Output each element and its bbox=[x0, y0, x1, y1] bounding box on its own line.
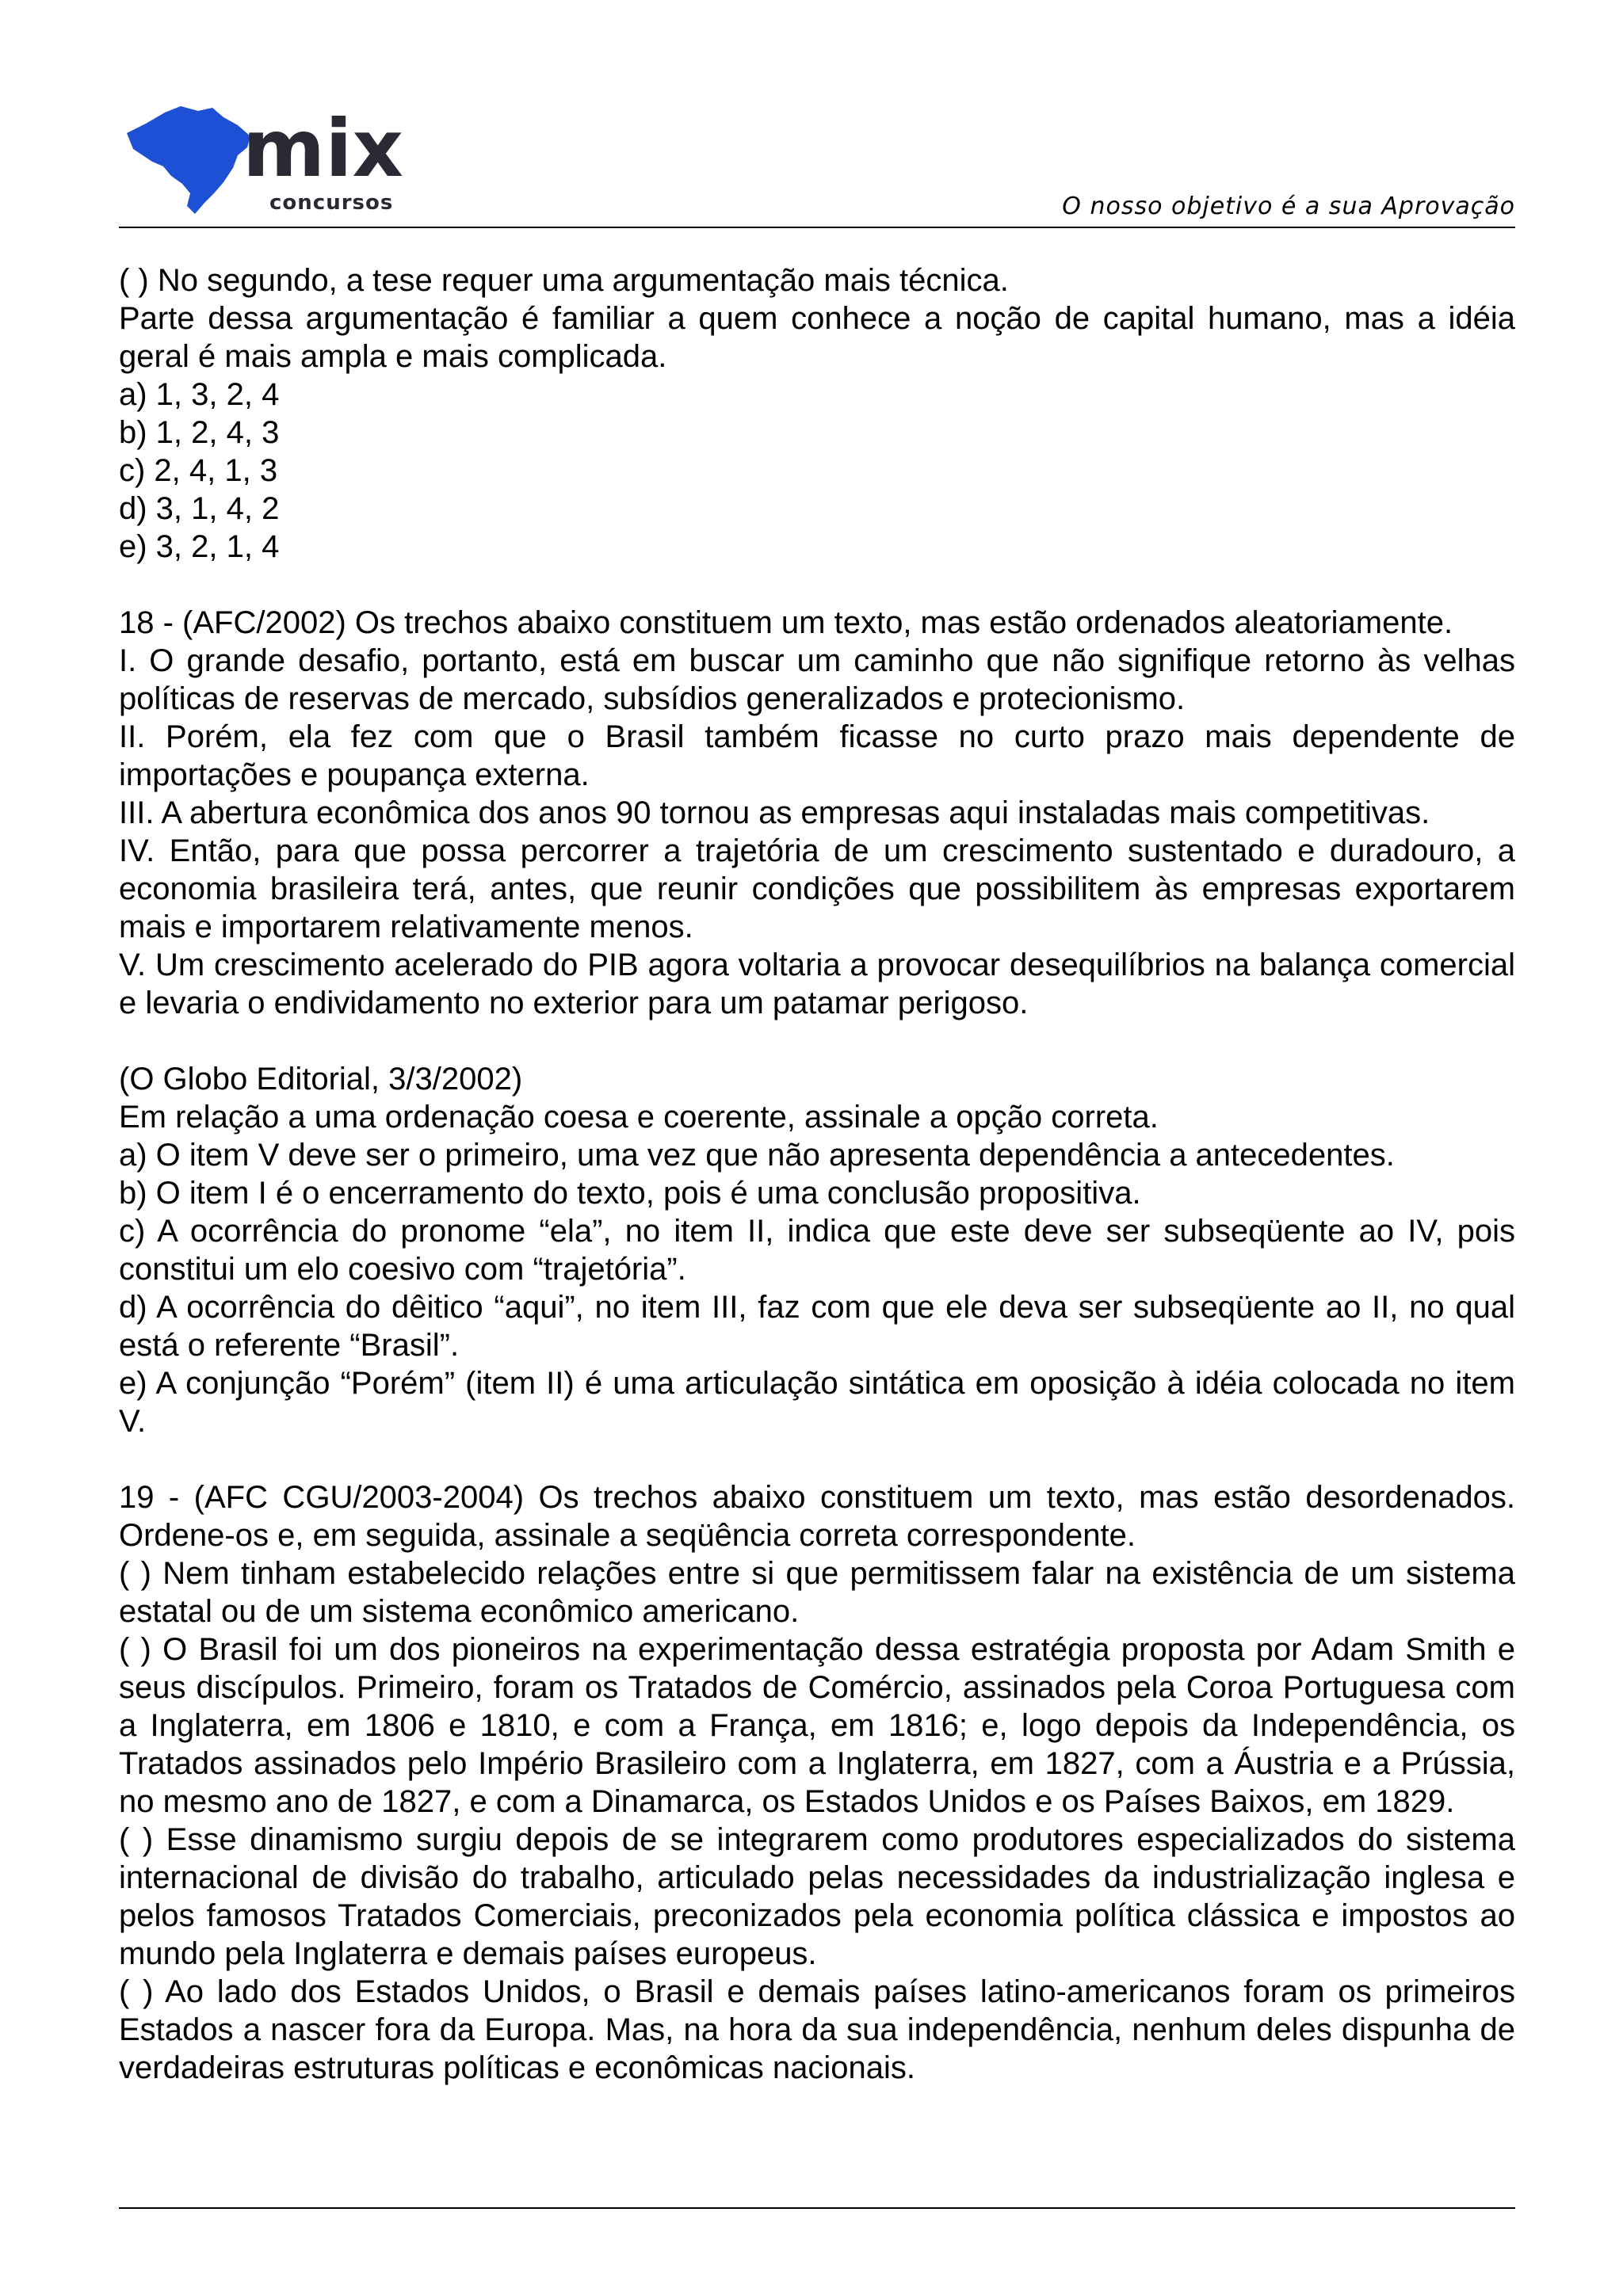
answer-option: b) 1, 2, 4, 3 bbox=[119, 415, 280, 450]
answer-option: c) 2, 4, 1, 3 bbox=[119, 453, 278, 488]
spacer bbox=[119, 1440, 1515, 1478]
paragraph: ( ) No segundo, a tese requer uma argumentação mais técnica. bbox=[119, 263, 1009, 298]
question-heading: 19 - (AFC CGU/2003-2004) Os trechos abaixo constituem um texto, mas estão desordenados. Ordene-os e, em seguida, assinale a seqüência correta correspondente. bbox=[119, 1480, 1515, 1553]
paragraph: ( ) O Brasil foi um dos pioneiros na experimentação dessa estratégia proposta por Adam Smith e seus discípulos. Primeiro, foram os Tratados de Comércio, assinados pela Coroa Portuguesa com a Inglaterra, em 1806 e 1810, e com a França, em 1816; e, logo depois da Independência, os Tratados assinados pelo Império Brasileiro com a Inglaterra, em 1827, com a Áustria e a Prússia, no mesmo ano de 1827, e com a Dinamarca, os Estados Unidos e os Países Baixos, em 1829. bbox=[119, 1632, 1515, 1819]
answer-option: a) 1, 3, 2, 4 bbox=[119, 377, 280, 412]
paragraph: IV. Então, para que possa percorrer a trajetória de um crescimento sustentado e duradouro, a economia brasileira terá, antes, que reunir condições que possibilitem às empresas exportarem mais e importarem relativamente menos. bbox=[119, 833, 1515, 944]
answer-option: d) 3, 1, 4, 2 bbox=[119, 491, 280, 526]
page-header bbox=[119, 93, 1515, 228]
answer-option: a) O item V deve ser o primeiro, uma vez que não apresenta dependência a antecedentes. bbox=[119, 1138, 1395, 1173]
logo-word: mix bbox=[242, 102, 403, 195]
answer-option: d) A ocorrência do dêitico “aqui”, no item III, faz com que ele deva ser subseqüente ao II, no qual está o referente “Brasil”. bbox=[119, 1290, 1515, 1363]
source-citation: (O Globo Editorial, 3/3/2002) bbox=[119, 1062, 523, 1097]
answer-option: e) 3, 2, 1, 4 bbox=[119, 529, 280, 564]
paragraph: II. Porém, ela fez com que o Brasil também ficasse no curto prazo mais dependente de importações e poupança externa. bbox=[119, 719, 1515, 792]
answer-option: b) O item I é o encerramento do texto, pois é uma conclusão propositiva. bbox=[119, 1176, 1141, 1211]
paragraph: Em relação a uma ordenação coesa e coerente, assinale a opção correta. bbox=[119, 1100, 1159, 1135]
answer-option: c) A ocorrência do pronome “ela”, no item II, indica que este deve ser subseqüente ao IV, pois constitui um elo coesivo com “trajetória”. bbox=[119, 1214, 1515, 1287]
paragraph: ( ) Esse dinamismo surgiu depois de se integrarem como produtores especializados do sistema internacional de divisão do trabalho, articulado pelas necessidades da industrialização inglesa e pelos famosos Tratados Comerciais, preconizados pela economia política clássica e impostos ao mundo pela Inglaterra e demais países europeus. bbox=[119, 1822, 1515, 1971]
question-heading: 18 - (AFC/2002) Os trechos abaixo constituem um texto, mas estão ordenados aleatoriamente. bbox=[119, 605, 1453, 640]
document-body bbox=[119, 261, 1515, 2087]
header-tagline: O nosso objetivo é a sua Aprovação bbox=[1062, 193, 1515, 220]
paragraph: ( ) Ao lado dos Estados Unidos, o Brasil e demais países latino-americanos foram os primeiros Estados a nascer fora da Europa. Mas, na hora da sua independência, nenhum deles dispunha de verdadeiras estruturas políticas e econômicas nacionais. bbox=[119, 1974, 1515, 2085]
spacer bbox=[119, 566, 1515, 604]
spacer bbox=[119, 1022, 1515, 1060]
paragraph: III. A abertura econômica dos anos 90 tornou as empresas aqui instaladas mais competitivas. bbox=[119, 795, 1430, 830]
paragraph: ( ) Nem tinham estabelecido relações entre si que permitissem falar na existência de um sistema estatal ou de um sistema econômico americano. bbox=[119, 1556, 1515, 1629]
footer-divider bbox=[119, 2207, 1515, 2209]
paragraph: V. Um crescimento acelerado do PIB agora voltaria a provocar desequilíbrios na balança comercial e levaria o endividamento no exterior para um patamar perigoso. bbox=[119, 948, 1515, 1020]
brazil-map-icon bbox=[119, 100, 420, 227]
answer-option: e) A conjunção “Porém” (item II) é uma articulação sintática em oposição à idéia colocada no item V. bbox=[119, 1366, 1515, 1439]
paragraph: I. O grande desafio, portanto, está em buscar um caminho que não signifique retorno às velhas políticas de reservas de mercado, subsídios generalizados e protecionismo. bbox=[119, 643, 1515, 716]
logo-subtitle: concursos bbox=[269, 191, 394, 215]
paragraph: Parte dessa argumentação é familiar a quem conhece a noção de capital humano, mas a idéia geral é mais ampla e mais complicada. bbox=[119, 301, 1515, 374]
mix-concursos-logo bbox=[119, 100, 420, 227]
